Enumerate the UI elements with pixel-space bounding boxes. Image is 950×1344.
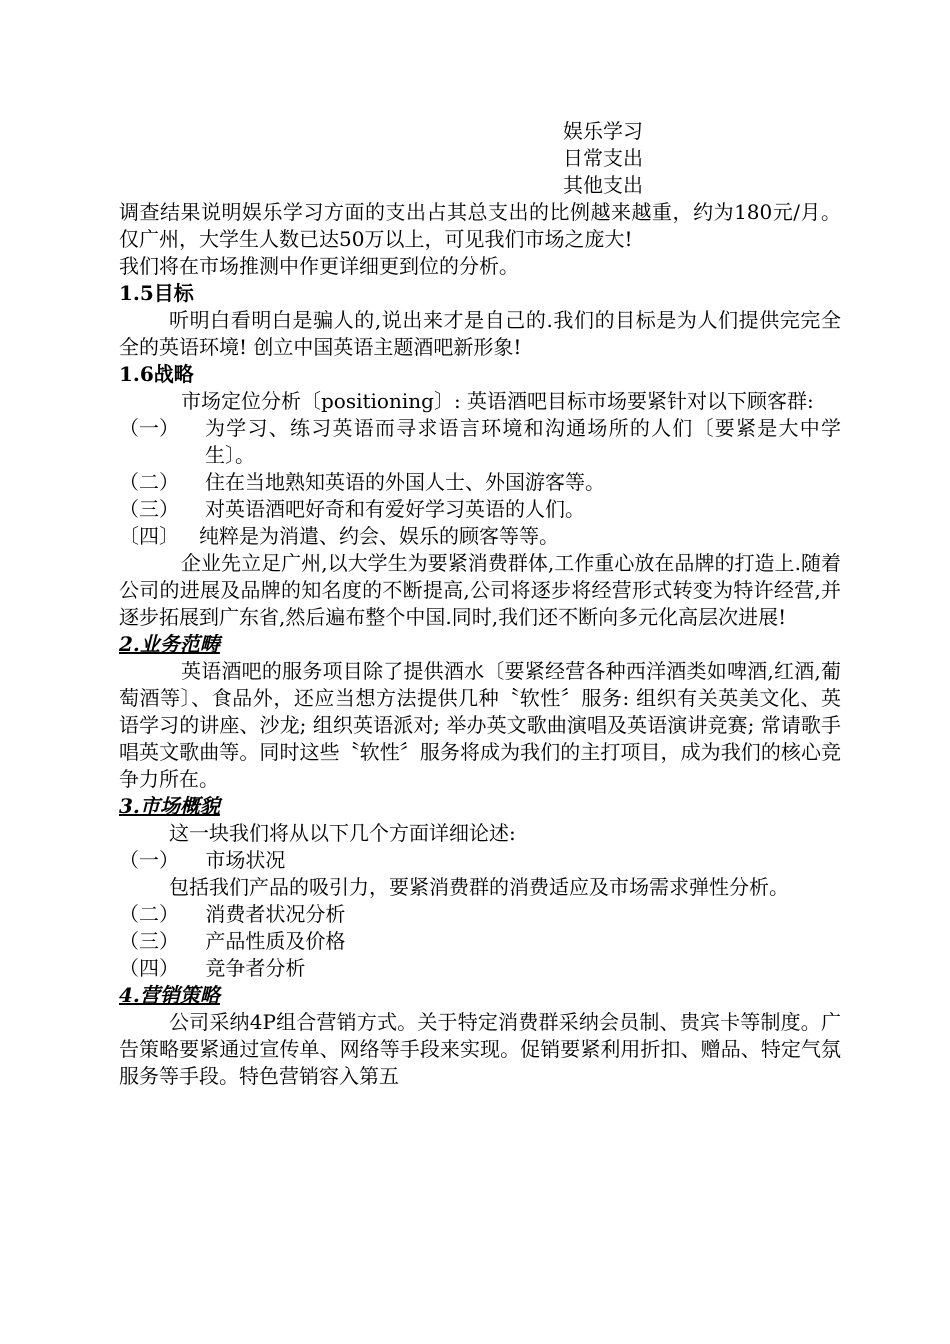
section-heading-strategy: 1.6战略 [119,362,194,386]
marketing-paragraph: 公司采纳4P组合营销方式。关于特定消费群采纳会员制、贵宾卡等制度。广告策略要紧通过宣传单、网络等手段来实现。促销要紧利用折扣、赠品、特定气氛服务等手段。特色营销容入第五 [119,1010,841,1088]
list-number: （一） [119,848,179,872]
market-item-description: 包括我们产品的吸引力，要紧消费群的消费适应及市场需求弹性分析。 [169,875,789,899]
list-number: （三） [119,929,179,953]
strategy-closing: 企业先立足广州,以大学生为要紧消费群体,工作重心放在品牌的打造上.随着公司的进展及品牌的知名度的不断提高,公司将逐步将经营形式转变为特许经营,并逐步拓展到广东省,然后遍布整个中国.同时,我们还不断向多元化高层次进展! [119,551,841,629]
list-number: 〔四〕 [119,524,179,548]
list-item [119,496,841,523]
list-number: （三） [119,497,179,521]
list-number: （二） [119,470,179,494]
list-text: 住在当地熟知英语的外国人士、外国游客等。 [205,470,605,494]
strategy-intro: 市场定位分析〔positioning〕: 英语酒吧目标市场要紧针对以下顾客群: [181,389,814,413]
list-text: 消费者状况分析 [205,902,346,926]
legend-item: 娱乐学习 [563,119,643,143]
list-text: 竞争者分析 [205,956,306,980]
section-heading-marketing: 4.营销策略 [119,983,220,1007]
list-item [119,928,841,955]
section-heading-goal: 1.5目标 [119,281,194,305]
document-page [119,118,841,1090]
section-heading-market: 3.市场概貌 [119,794,220,818]
chart-legend [563,118,841,199]
market-intro: 这一块我们将从以下几个方面详细论述: [169,821,516,845]
intro-paragraph: 我们将在市场推测中作更详细更到位的分析。 [119,254,519,278]
list-number: （四） [119,956,179,980]
list-text: 市场状况 [205,848,286,872]
business-paragraph: 英语酒吧的服务项目除了提供酒水〔要紧经营各种西洋酒类如啤酒,红酒,葡萄酒等〕、食品外，还应当想方法提供几种〝软性〞服务: 组织有关英美文化、英语学习的讲座、沙龙; 组织英语派对; 举办英文歌曲演唱及英语演讲竞赛; 常请歌手唱英文歌曲等。同时这些〝软性〞服务将成为我们的主打项目，成为我们的核心竞争力所在。 [119,659,841,791]
list-item [119,469,841,496]
list-text: 产品性质及价格 [205,929,346,953]
section-heading-business: 2.业务范畴 [119,632,220,656]
list-text: 纯粹是为消遣、约会、娱乐的顾客等等。 [199,524,559,548]
list-item [119,523,841,550]
list-text: 对英语酒吧好奇和有爱好学习英语的人们。 [205,497,585,521]
goal-paragraph: 听明白看明白是骗人的,说出来才是自己的.我们的目标是为人们提供完完全全的英语环境! 创立中国英语主题酒吧新形象! [119,308,841,359]
list-item [119,415,841,469]
legend-item: 其他支出 [563,173,643,197]
list-item [119,955,841,982]
list-item [119,901,841,928]
list-item [119,847,841,874]
list-text: 为学习、练习英语而寻求语言环境和沟通场所的人们〔要紧是大中学生〕。 [205,416,841,467]
intro-paragraph: 调查结果说明娱乐学习方面的支出占其总支出的比例越来越重，约为180元/月。仅广州，大学生人数已达50万以上，可见我们市场之庞大! [119,200,841,251]
list-number: （二） [119,902,179,926]
list-number: （一） [119,416,179,440]
legend-item: 日常支出 [563,146,643,170]
